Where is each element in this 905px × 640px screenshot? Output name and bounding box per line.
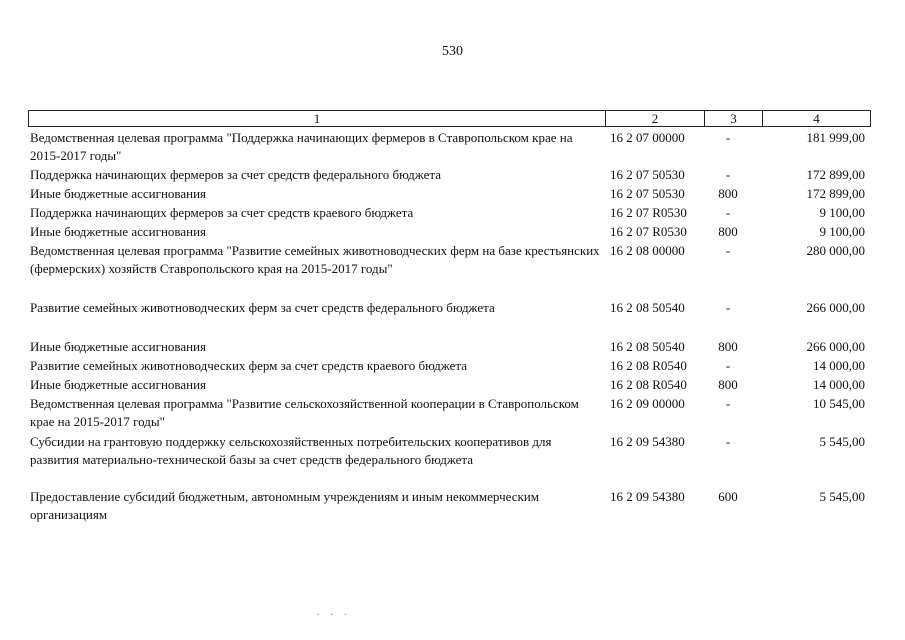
table-row xyxy=(28,357,871,375)
row-name: Иные бюджетные ассигнования xyxy=(30,186,207,201)
row-expense-type: - xyxy=(725,167,731,182)
row-amount: 14 000,00 xyxy=(813,377,865,392)
table-header xyxy=(28,110,871,127)
scan-marks: · · · xyxy=(316,610,351,621)
row-name: Развитие семейных животноводческих ферм за счет средств федерального бюджета xyxy=(30,300,495,315)
row-name: Иные бюджетные ассигнования xyxy=(30,339,207,354)
row-amount: 266 000,00 xyxy=(806,300,865,315)
row-expense-type: 800 xyxy=(718,186,738,201)
row-code: 16 2 08 R0540 xyxy=(610,358,687,373)
row-amount: 5 545,00 xyxy=(819,489,865,504)
row-amount: 14 000,00 xyxy=(813,358,865,373)
row-expense-type: - xyxy=(725,396,731,411)
page-number: 530 xyxy=(442,44,463,59)
row-amount: 172 899,00 xyxy=(806,167,865,182)
row-expense-type: - xyxy=(725,300,731,315)
row-expense-type: - xyxy=(725,205,731,220)
table-row xyxy=(28,223,871,241)
header-col-1: 1 xyxy=(29,111,606,126)
row-amount: 280 000,00 xyxy=(806,243,865,258)
row-name: Поддержка начинающих фермеров за счет средств краевого бюджета xyxy=(30,205,414,220)
table-row xyxy=(28,185,871,203)
row-code: 16 2 09 54380 xyxy=(610,434,685,449)
table-row xyxy=(28,166,871,184)
row-name: Ведомственная целевая программа "Развитие сельскохозяйственной кооперации в Ставропольском крае на 2015-2017 годы" xyxy=(30,396,579,429)
row-code: 16 2 09 54380 xyxy=(610,489,685,504)
row-expense-type: 800 xyxy=(718,224,738,239)
row-code: 16 2 09 00000 xyxy=(610,396,685,411)
table-row xyxy=(28,376,871,394)
row-name: Иные бюджетные ассигнования xyxy=(30,224,207,239)
row-expense-type: - xyxy=(725,243,731,258)
row-code: 16 2 08 R0540 xyxy=(610,377,687,392)
row-amount: 172 899,00 xyxy=(806,186,865,201)
table-row xyxy=(28,299,871,317)
header-col-2: 2 xyxy=(606,111,705,126)
row-name: Ведомственная целевая программа "Поддержка начинающих фермеров в Ставропольском крае на 2015-2017 годы" xyxy=(30,130,573,163)
table-row xyxy=(28,129,871,165)
row-expense-type: 600 xyxy=(718,489,738,504)
row-name: Развитие семейных животноводческих ферм за счет средств краевого бюджета xyxy=(30,358,467,373)
row-name: Субсидии на грантовую поддержку сельскохозяйственных потребительских кооперативов для развития материально-технической базы за счет средств федерального бюджета xyxy=(30,434,552,467)
header-col-3: 3 xyxy=(705,111,763,126)
row-code: 16 2 07 R0530 xyxy=(610,224,687,239)
table-row xyxy=(28,242,871,278)
row-expense-type: 800 xyxy=(718,339,738,354)
row-expense-type: - xyxy=(725,130,731,145)
row-code: 16 2 08 50540 xyxy=(610,339,685,354)
row-expense-type: 800 xyxy=(718,377,738,392)
table-row xyxy=(28,395,871,431)
row-amount: 9 100,00 xyxy=(819,205,865,220)
row-code: 16 2 08 50540 xyxy=(610,300,685,315)
row-amount: 181 999,00 xyxy=(806,130,865,145)
table-row xyxy=(28,338,871,356)
table-row xyxy=(28,204,871,222)
row-code: 16 2 07 R0530 xyxy=(610,205,687,220)
row-code: 16 2 07 50530 xyxy=(610,186,685,201)
row-amount: 5 545,00 xyxy=(819,434,865,449)
row-name: Иные бюджетные ассигнования xyxy=(30,377,207,392)
row-expense-type: - xyxy=(725,358,731,373)
table-row xyxy=(28,488,871,524)
row-name: Поддержка начинающих фермеров за счет средств федерального бюджета xyxy=(30,167,441,182)
row-code: 16 2 07 00000 xyxy=(610,130,685,145)
row-expense-type: - xyxy=(725,434,731,449)
row-name: Ведомственная целевая программа "Развитие семейных животноводческих ферм на базе крестьянских (фермерских) хозяйств Ставропольского края на 2015-2017 годы" xyxy=(30,243,600,276)
row-amount: 9 100,00 xyxy=(819,224,865,239)
row-code: 16 2 07 50530 xyxy=(610,167,685,182)
table-row xyxy=(28,433,871,469)
row-code: 16 2 08 00000 xyxy=(610,243,685,258)
row-amount: 10 545,00 xyxy=(813,396,865,411)
budget-table xyxy=(28,110,871,522)
header-col-4: 4 xyxy=(813,111,820,126)
row-name: Предоставление субсидий бюджетным, автономным учреждениям и иным некоммерческим организациям xyxy=(30,489,539,522)
row-amount: 266 000,00 xyxy=(806,339,865,354)
